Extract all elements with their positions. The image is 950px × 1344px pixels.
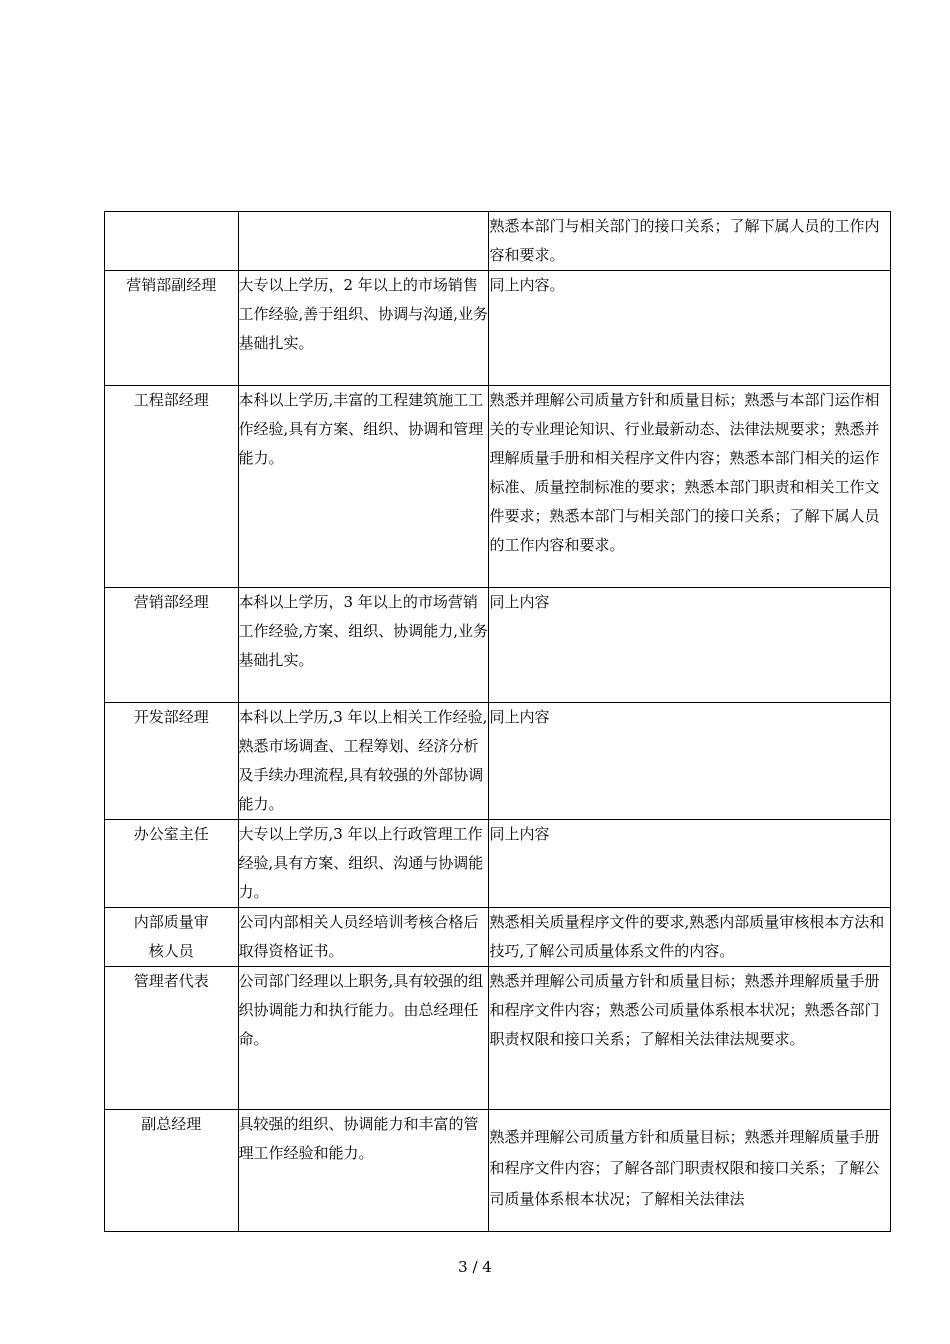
knowledge-cell: 熟悉本部门与相关部门的接口关系；了解下属人员的工作内容和要求。 bbox=[489, 212, 891, 271]
requirements-cell: 本科以上学历，3 年以上的市场营销工作经验,方案、组织、协调能力,业务基础扎实。 bbox=[238, 588, 489, 703]
table-row bbox=[105, 820, 891, 908]
role-cell: 开发部经理 bbox=[105, 703, 239, 820]
knowledge-cell: 熟悉并理解公司质量方针和质量目标；熟悉并理解质量手册和程序文件内容；了解各部门职责权限和接口关系；了解公司质量体系根本状况；了解相关法律法 bbox=[489, 1110, 891, 1232]
table-row bbox=[105, 908, 891, 967]
table-row bbox=[105, 967, 891, 1110]
role-cell: 营销部经理 bbox=[105, 588, 239, 703]
table-row bbox=[105, 703, 891, 820]
requirements-cell: 大专以上学历,3 年以上行政管理工作经验,具有方案、组织、沟通与协调能力。 bbox=[238, 820, 489, 908]
role-cell: 副总经理 bbox=[105, 1110, 239, 1232]
requirements-cell bbox=[238, 212, 489, 271]
role-cell bbox=[105, 212, 239, 271]
knowledge-cell: 熟悉相关质量程序文件的要求,熟悉内部质量审核根本方法和技巧,了解公司质量体系文件的内容。 bbox=[489, 908, 891, 967]
table-row bbox=[105, 212, 891, 271]
knowledge-cell: 同上内容 bbox=[489, 820, 891, 908]
knowledge-cell: 熟悉并理解公司质量方针和质量目标；熟悉并理解质量手册和程序文件内容；熟悉公司质量体系根本状况；熟悉各部门职责权限和接口关系；了解相关法律法规要求。 bbox=[489, 967, 891, 1110]
role-cell: 工程部经理 bbox=[105, 386, 239, 588]
page-number: 3 / 4 bbox=[458, 1258, 492, 1276]
requirements-cell: 本科以上学历,3 年以上相关工作经验,熟悉市场调查、工程筹划、经济分析及手续办理流程,具有较强的外部协调能力。 bbox=[238, 703, 489, 820]
knowledge-cell: 熟悉并理解公司质量方针和质量目标；熟悉与本部门运作相关的专业理论知识、行业最新动态、法律法规要求；熟悉并理解质量手册和相关程序文件内容；熟悉本部门相关的运作标准、质量控制标准的要求；熟悉本部门职责和相关工作文件要求；熟悉本部门与相关部门的接口关系；了解下属人员的工作内容和要求。 bbox=[489, 386, 891, 588]
requirements-cell: 公司内部相关人员经培训考核合格后取得资格证书。 bbox=[238, 908, 489, 967]
requirements-cell: 本科以上学历,丰富的工程建筑施工工作经验,具有方案、组织、协调和管理能力。 bbox=[238, 386, 489, 588]
table-row bbox=[105, 588, 891, 703]
requirements-cell: 公司部门经理以上职务,具有较强的组织协调能力和执行能力。由总经理任命。 bbox=[238, 967, 489, 1110]
requirements-cell: 大专以上学历，2 年以上的市场销售工作经验,善于组织、协调与沟通,业务基础扎实。 bbox=[238, 271, 489, 386]
knowledge-cell: 同上内容 bbox=[489, 588, 891, 703]
role-cell: 内部质量审核人员 bbox=[105, 908, 239, 967]
knowledge-cell: 同上内容 bbox=[489, 703, 891, 820]
table-row bbox=[105, 1110, 891, 1232]
role-cell: 管理者代表 bbox=[105, 967, 239, 1110]
role-cell: 营销部副经理 bbox=[105, 271, 239, 386]
knowledge-cell: 同上内容。 bbox=[489, 271, 891, 386]
role-cell: 办公室主任 bbox=[105, 820, 239, 908]
requirements-cell: 具较强的组织、协调能力和丰富的管理工作经验和能力。 bbox=[238, 1110, 489, 1232]
table-row bbox=[105, 271, 891, 386]
table-row bbox=[105, 386, 891, 588]
qualification-table bbox=[104, 211, 891, 1232]
